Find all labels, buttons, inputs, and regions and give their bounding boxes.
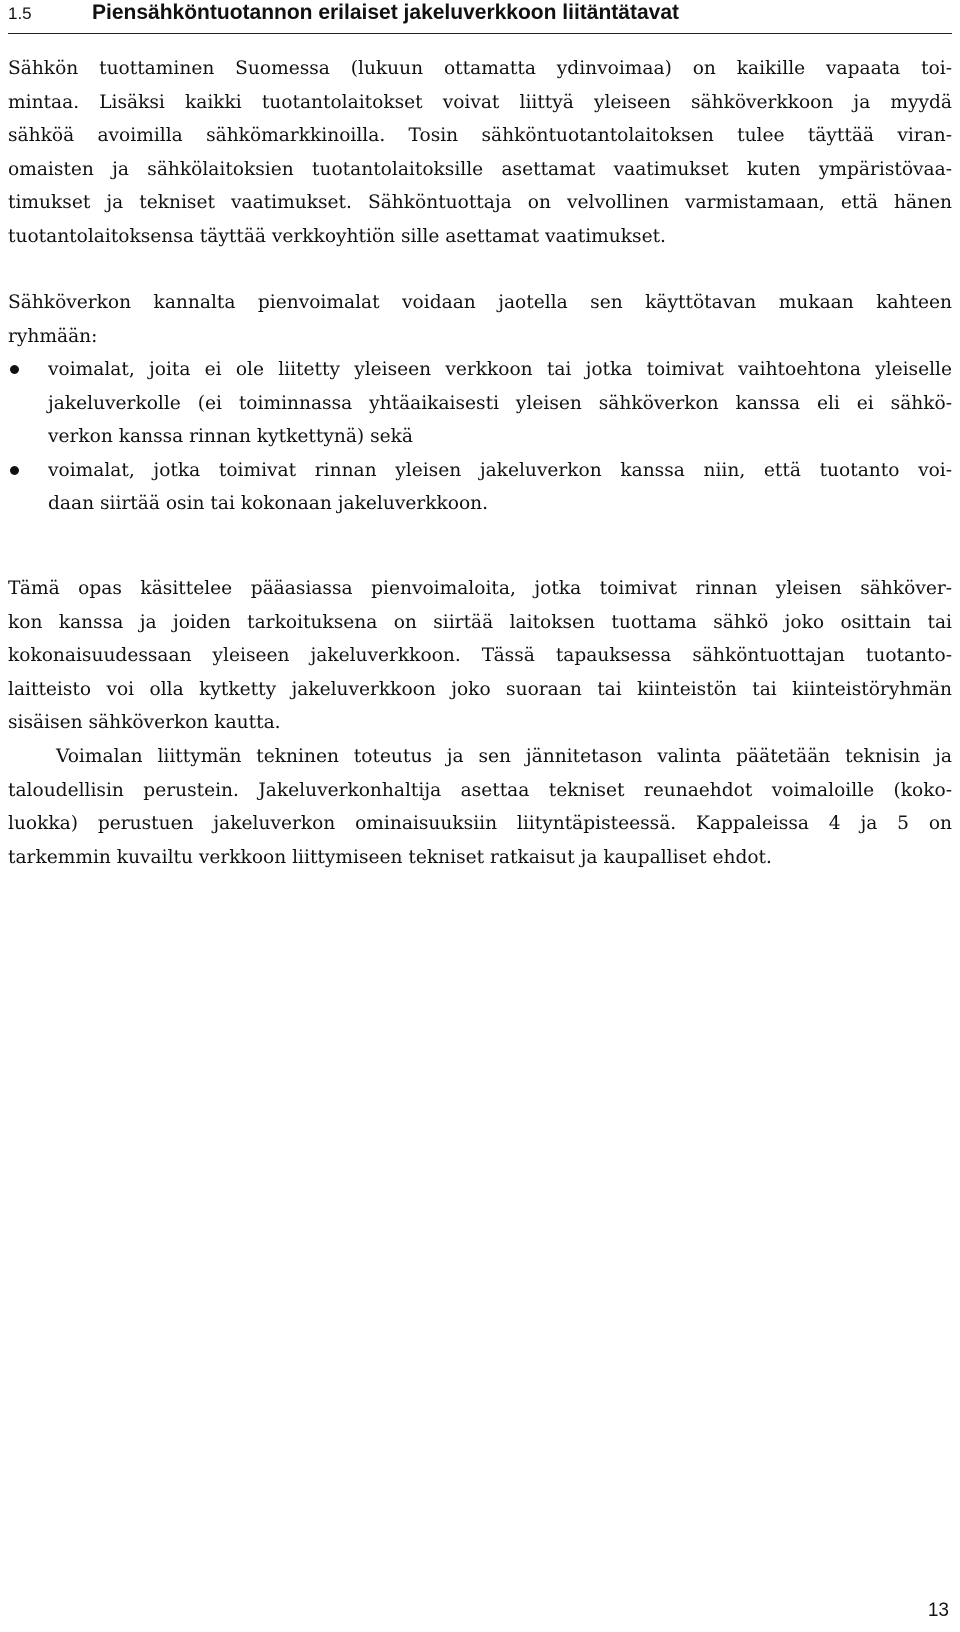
text-line: kokonaisuudessaan yleiseen jakeluverkkoon. Tässä tapauksessa sähköntuottajan tuotanto- [8, 645, 952, 666]
section-header [8, 0, 952, 34]
section-number: 1.5 [8, 4, 32, 23]
text-line: omaisten ja sähkölaitoksien tuotantolaitoksille asettamat vaatimukset kuten ympäristövaa- [8, 158, 952, 180]
text-line: laitteisto voi olla kytketty jakeluverkkoon joko suoraan tai kiinteistön tai kiinteistöryhmän [8, 678, 952, 700]
text-line: Tämä opas käsittelee pääasiassa pienvoimaloita, jotka toimivat rinnan yleisen sähköver- [8, 578, 952, 599]
text-line: verkon kanssa rinnan kytkettynä) sekä [48, 426, 413, 447]
text-line: timukset ja tekniset vaatimukset. Sähköntuottaja on velvollinen varmistamaan, että hänen [8, 192, 952, 213]
text-line: voimalat, jotka toimivat rinnan yleisen jakeluverkon kanssa niin, että tuotanto voi- [48, 459, 952, 481]
bullet-list [8, 353, 952, 521]
paragraph-intro [8, 52, 952, 253]
paragraph-guide-scope [8, 572, 952, 740]
bullet-icon [10, 466, 19, 475]
text-line: tarkemmin kuvailtu verkkoon liittymiseen tekniset ratkaisut ja kaupalliset ehdot. [8, 846, 772, 868]
text-line: voimalat, joita ei ole liitetty yleiseen verkkoon tai jotka toimivat vaihtoehtona yleiselle [48, 359, 952, 380]
text-line: daan siirtää osin tai kokonaan jakeluverkkoon. [48, 493, 489, 514]
text-line: mintaa. Lisäksi kaikki tuotantolaitokset voivat liittyä yleiseen sähköverkkoon ja myydä [8, 91, 952, 113]
text-line: luokka) perustuen jakeluverkon ominaisuuksiin liityntäpisteessä. Kappaleissa 4 ja 5 on [8, 813, 952, 834]
list-item [8, 454, 952, 521]
page-number: 13 [927, 1600, 949, 1621]
paragraph-connection [8, 740, 952, 874]
list-item [8, 353, 952, 454]
text-line: sähköä avoimilla sähkömarkkinoilla. Tosin sähköntuotantolaitoksen tulee täyttää viran- [8, 125, 952, 146]
text-line: jakeluverkolle (ei toiminnassa yhtäaikaisesti yleisen sähköverkon kanssa eli ei sähkö- [48, 392, 952, 414]
bullet-icon [10, 365, 19, 374]
text-line: kon kanssa ja joiden tarkoituksena on siirtää laitoksen tuottama sähkö joko osittain tai [8, 611, 952, 633]
text-line: taloudellisin perustein. Jakeluverkonhaltija asettaa tekniset reunaehdot voimaloille (koko- [8, 779, 952, 801]
text-line: Voimalan liittymän tekninen toteutus ja sen jännitetason valinta päätetään teknisin ja [56, 746, 952, 767]
text-line: Sähköverkon kannalta pienvoimalat voidaan jaotella sen käyttötavan mukaan kahteen [8, 292, 952, 313]
section-title: Piensähköntuotannon erilaiset jakeluverkkoon liitäntätavat [92, 1, 679, 24]
text-line: sisäisen sähköverkon kautta. [8, 712, 281, 733]
text-line: ryhmään: [8, 325, 98, 347]
text-line: tuotantolaitoksensa täyttää verkkoyhtiön sille asettamat vaatimukset. [8, 225, 666, 247]
paragraph-grouping [8, 286, 952, 353]
text-line: Sähkön tuottaminen Suomessa (lukuun ottamatta ydinvoimaa) on kaikille vapaata toi- [8, 58, 952, 79]
